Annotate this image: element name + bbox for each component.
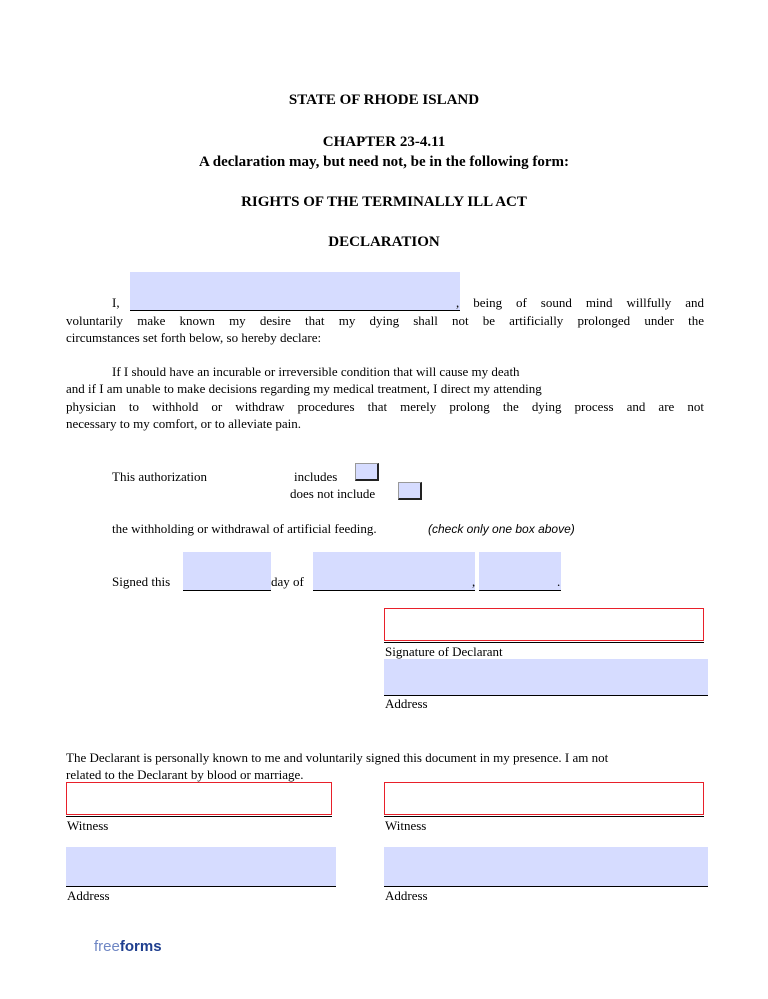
declarant-signature-field[interactable]	[384, 608, 704, 641]
witness2-label: Witness	[385, 818, 427, 833]
declarant-address-field[interactable]	[384, 659, 708, 696]
period-sep: .	[557, 574, 561, 589]
intro-heading: A declaration may, but need not, be in the following form:	[199, 154, 569, 170]
year-field[interactable]	[479, 552, 561, 591]
includes-label: includes	[294, 469, 338, 484]
declarant-name-field[interactable]	[130, 272, 460, 311]
declarant-address-label: Address	[385, 696, 428, 711]
para2-line1: If I should have an incurable or irreversible condition that will cause my death	[112, 364, 520, 379]
feeding-text: the withholding or withdrawal of artificial feeding.	[112, 521, 377, 536]
witness-statement-line1: The Declarant is personally known to me and voluntarily signed this document in my presence. I am not	[66, 750, 609, 765]
logo-free-text: free	[94, 938, 120, 955]
does-not-include-checkbox[interactable]	[398, 482, 422, 500]
authorization-label: This authorization	[112, 469, 207, 484]
act-heading: RIGHTS OF THE TERMINALLY ILL ACT	[241, 194, 527, 210]
witness2-underline	[384, 816, 704, 817]
para2-line4: necessary to my comfort, or to alleviate pain.	[66, 416, 302, 431]
witness2-address-field[interactable]	[384, 847, 708, 887]
witness2-signature-field[interactable]	[384, 782, 704, 815]
comma-sep: ,	[472, 574, 476, 589]
signature-underline	[384, 642, 704, 643]
page-title: DECLARATION	[328, 234, 440, 250]
declarant-prefix: I,	[112, 295, 120, 310]
check-one-note: (check only one box above)	[428, 522, 575, 536]
para1-line3: circumstances set forth below, so hereby declare:	[66, 330, 322, 345]
freeforms-logo	[94, 938, 162, 955]
para2-line2: and if I am unable to make decisions regarding my medical treatment, I direct my attending	[66, 381, 542, 396]
witness1-label: Witness	[67, 818, 109, 833]
para1-line2: voluntarily make known my desire that my dying shall not be artificially prolonged under the	[66, 313, 704, 328]
witness-statement-line2: related to the Declarant by blood or marriage.	[66, 767, 304, 782]
para2-line3: physician to withhold or withdraw procedures that merely prolong the dying process and are not	[66, 399, 704, 414]
chapter-heading: CHAPTER 23-4.11	[322, 134, 446, 150]
includes-checkbox[interactable]	[355, 463, 379, 481]
witness2-address-label: Address	[385, 888, 428, 903]
state-heading: STATE OF RHODE ISLAND	[288, 92, 480, 108]
logo-forms-text: forms	[119, 938, 162, 955]
signed-this-label: Signed this	[112, 574, 171, 589]
does-not-include-label: does not include	[290, 486, 376, 501]
witness1-address-field[interactable]	[66, 847, 336, 887]
month-field[interactable]	[313, 552, 475, 591]
witness1-underline	[66, 816, 332, 817]
signature-of-declarant-label: Signature of Declarant	[385, 644, 503, 659]
day-field[interactable]	[183, 552, 271, 591]
witness1-address-label: Address	[67, 888, 110, 903]
day-of-label: day of	[271, 574, 304, 589]
witness1-signature-field[interactable]	[66, 782, 332, 815]
para1-suffix: , being of sound mind willfully and	[456, 295, 704, 310]
